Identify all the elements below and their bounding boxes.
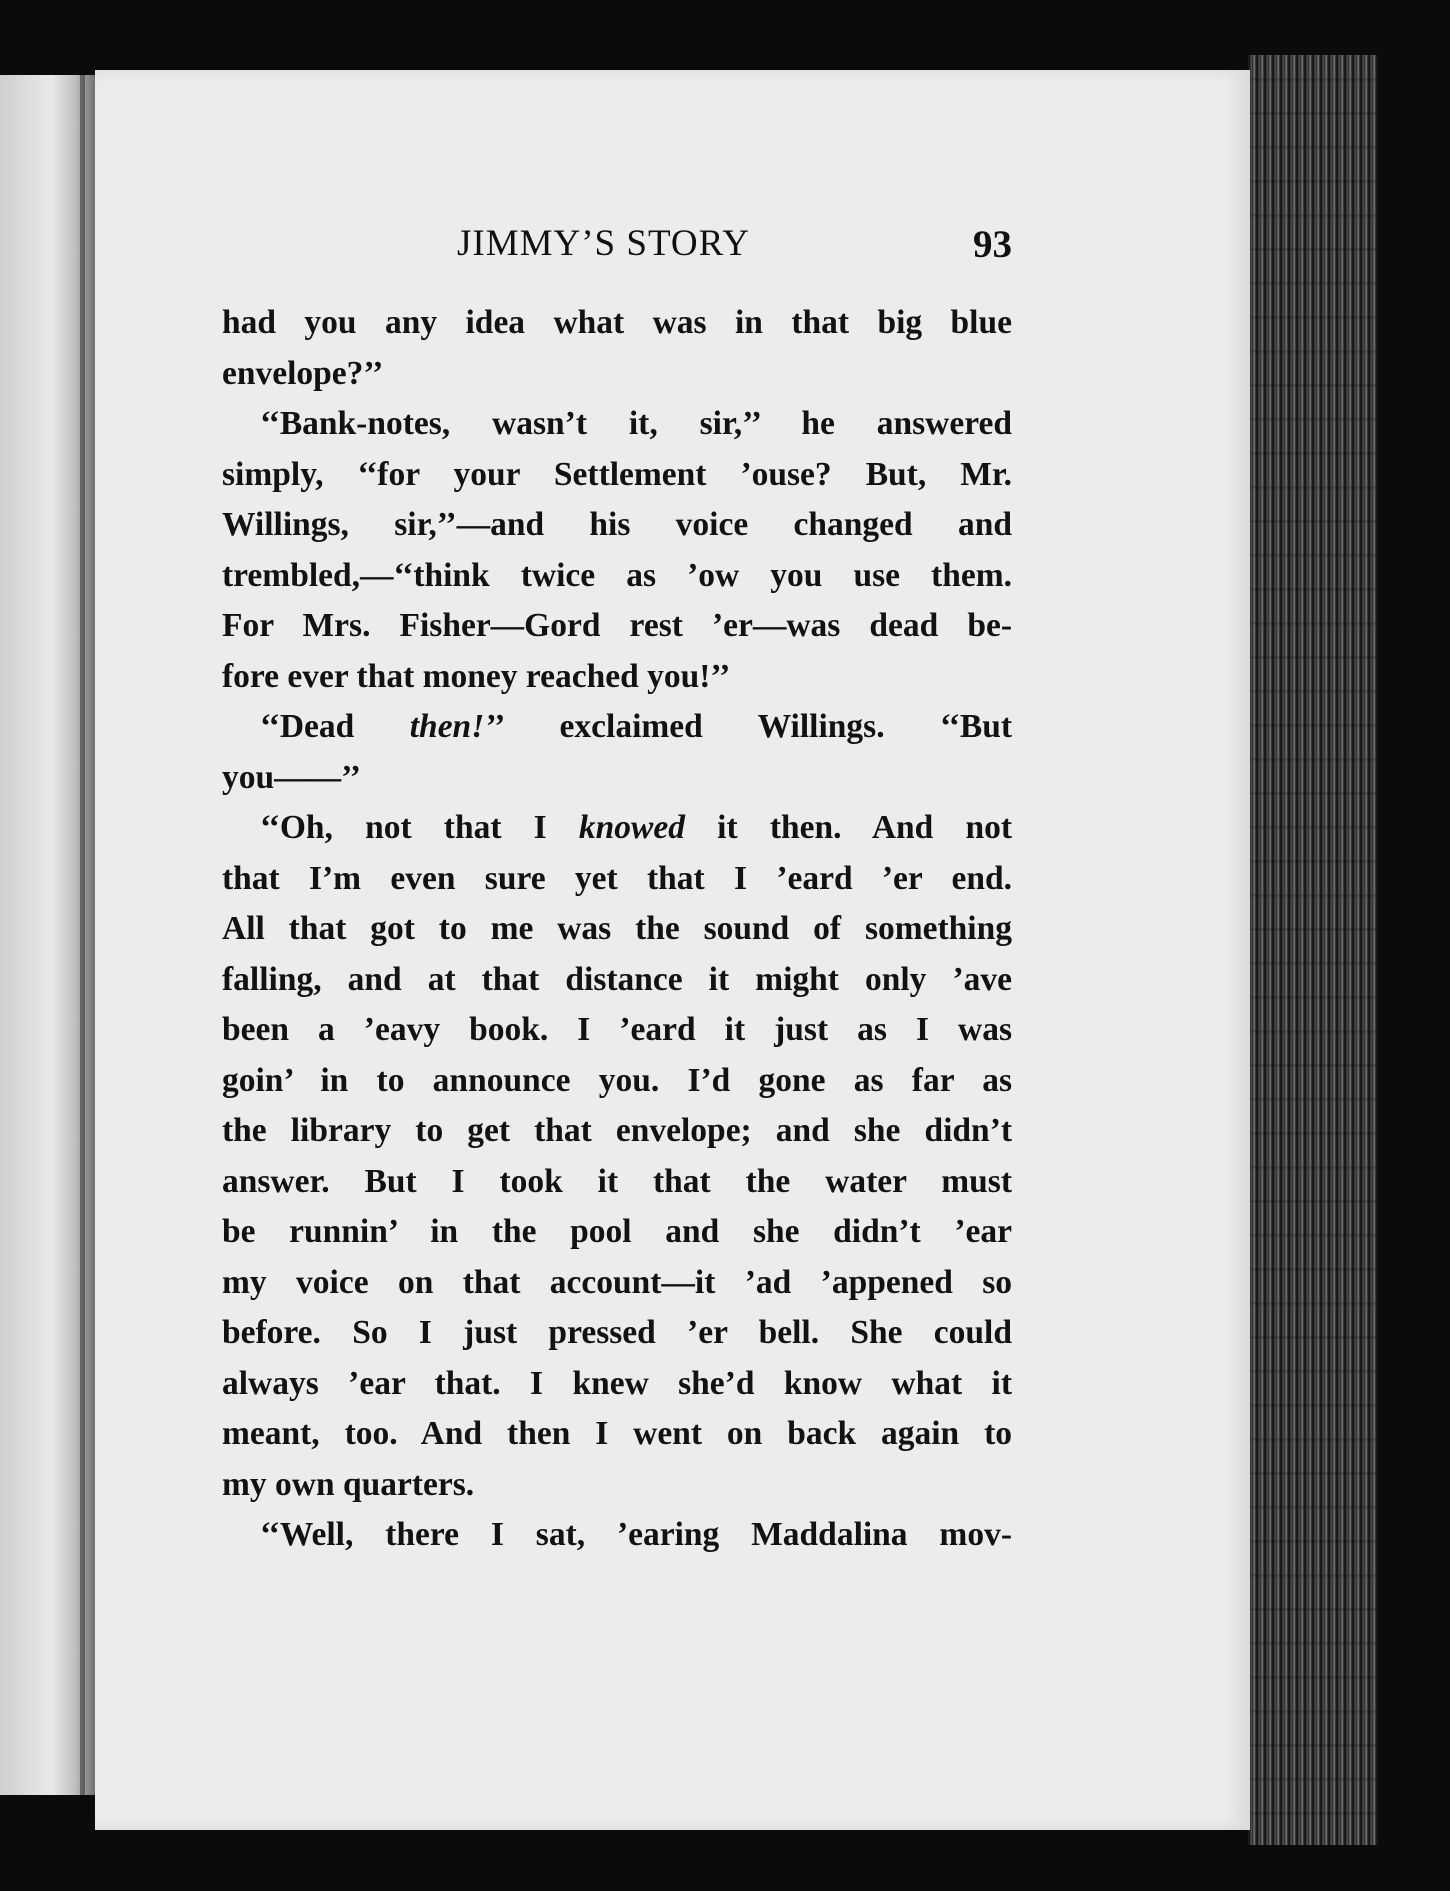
text-line: my own quarters. [222,1465,475,1503]
text-line [222,702,1012,753]
text-line: always ’ear that. I knew she’d know what it [222,1364,1012,1402]
text-line [222,803,1012,854]
italic-text: knowed [578,809,685,846]
text-line: been a ’eavy book. I ’eard it just as I was [222,1011,1012,1048]
body-text [222,298,1012,1561]
text-line: the library to get that envelope; and she didn’t [222,1112,1012,1149]
text-fragment: it then. And not [685,809,1012,846]
text-line: ‘‘Bank-notes, wasn’t it, sir,’’ he answered [260,405,1012,442]
text-line: fore ever that money reached you!’’ [222,657,731,695]
text-line: trembled,—‘‘think twice as ’ow you use them. [222,556,1012,594]
text-line: goin’ in to announce you. I’d gone as far as [222,1061,1012,1099]
text-fragment: ‘‘Dead [260,708,410,745]
running-title: JIMMY’S STORY [457,223,750,264]
facing-page-edge [0,75,95,1795]
text-line: that I’m even sure yet that I ’eard ’er end. [222,859,1012,897]
page-number: 93 [973,223,1012,266]
text-line: answer. But I took it that the water must [222,1162,1012,1200]
text-line: For Mrs. Fisher—Gord rest ’er—was dead be- [222,607,1012,644]
text-line: had you any idea what was in that big blue [222,304,1012,341]
text-line: envelope?’’ [222,354,384,392]
text-fragment: exclaimed Willings. ‘‘But [504,708,1012,745]
page-stack-edges [1248,55,1378,1845]
italic-text: then!’’ [409,708,505,745]
text-fragment: ‘‘Oh, not that I [260,809,579,846]
text-line: Willings, sir,’’—and his voice changed and [222,506,1012,543]
text-line: meant, too. And then I went on back again to [222,1415,1012,1452]
text-line: be runnin’ in the pool and she didn’t ’ear [222,1213,1012,1250]
text-line: ‘‘Well, there I sat, ’earing Maddalina mov- [260,1516,1012,1553]
text-line: simply, ‘‘for your Settlement ’ouse? But, Mr. [222,455,1012,493]
text-line: my voice on that account—it ’ad ’appened so [222,1263,1012,1301]
text-line: before. So I just pressed ’er bell. She could [222,1314,1012,1351]
text-line: falling, and at that distance it might only ’ave [222,960,1012,998]
text-line: you——’’ [222,758,361,796]
text-line: All that got to me was the sound of something [222,910,1012,947]
running-head [222,222,1012,272]
